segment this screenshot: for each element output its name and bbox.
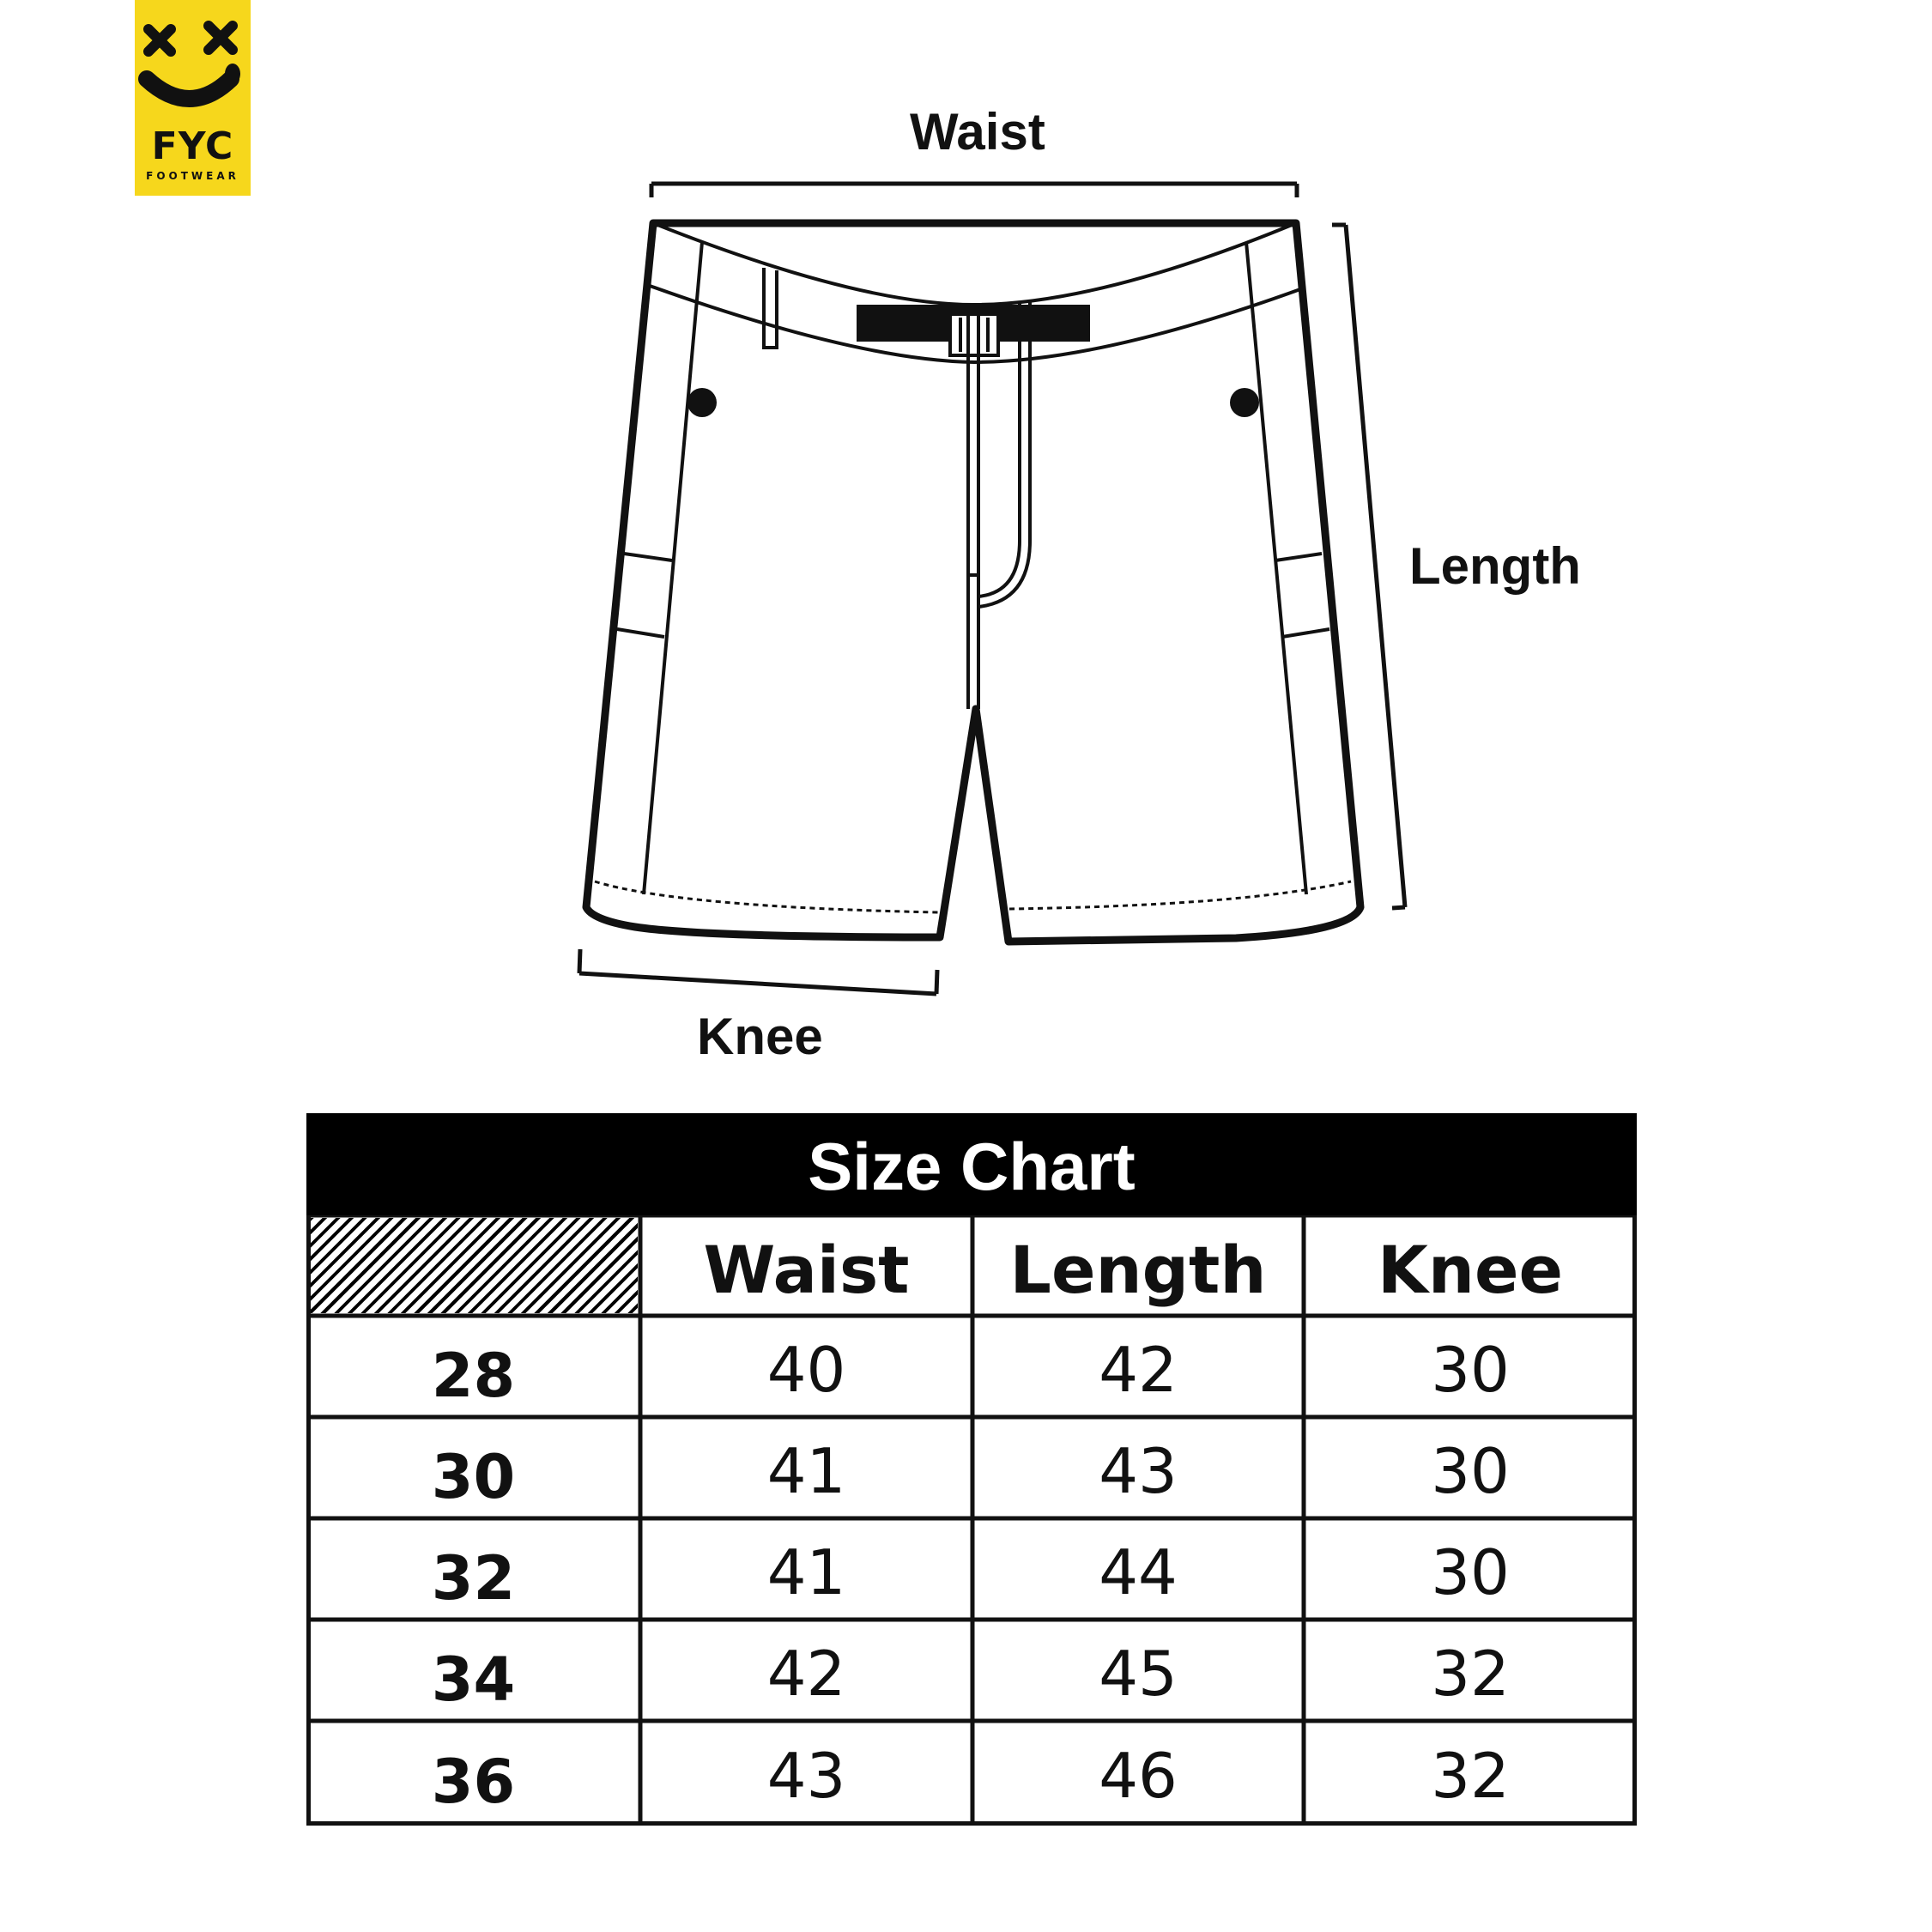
brand-tagline: FOOTWEAR xyxy=(146,170,239,182)
knee-value: 32 xyxy=(1431,1638,1510,1710)
size-label: 34 xyxy=(431,1644,516,1715)
waist-label: Waist xyxy=(910,103,1045,160)
waist-value: 41 xyxy=(766,1536,846,1608)
knee-value: 30 xyxy=(1431,1435,1510,1507)
waist-measure-line xyxy=(651,184,1297,197)
size-label: 32 xyxy=(431,1543,516,1614)
length-label: Length xyxy=(1409,537,1581,595)
size-chart-title: Size Chart xyxy=(306,1113,1637,1215)
brand-name: FYC xyxy=(151,124,234,168)
size-label: 28 xyxy=(431,1341,516,1411)
size-chart-table xyxy=(306,1113,1637,1826)
knee-value: 30 xyxy=(1431,1536,1510,1608)
knee-value: 30 xyxy=(1431,1334,1510,1406)
length-value: 45 xyxy=(1099,1638,1178,1710)
knee-value: 32 xyxy=(1431,1740,1510,1812)
waist-value: 40 xyxy=(766,1334,846,1406)
waist-value: 43 xyxy=(766,1740,846,1812)
size-chart-grid xyxy=(306,1215,1637,1826)
length-value: 46 xyxy=(1099,1740,1178,1812)
size-label: 30 xyxy=(431,1442,516,1512)
knee-measure-line xyxy=(579,949,937,994)
right-rivet xyxy=(1230,388,1259,417)
column-header-length: Length xyxy=(1009,1232,1267,1308)
length-value: 42 xyxy=(1099,1334,1178,1406)
length-value: 44 xyxy=(1099,1536,1178,1608)
waist-value: 42 xyxy=(766,1638,846,1710)
size-label: 36 xyxy=(431,1747,516,1817)
left-rivet xyxy=(687,388,717,417)
column-header-waist: Waist xyxy=(703,1232,910,1308)
waist-value: 41 xyxy=(766,1435,846,1507)
column-header-knee: Knee xyxy=(1377,1232,1564,1308)
knee-label: Knee xyxy=(697,1008,823,1065)
length-value: 43 xyxy=(1099,1435,1178,1507)
